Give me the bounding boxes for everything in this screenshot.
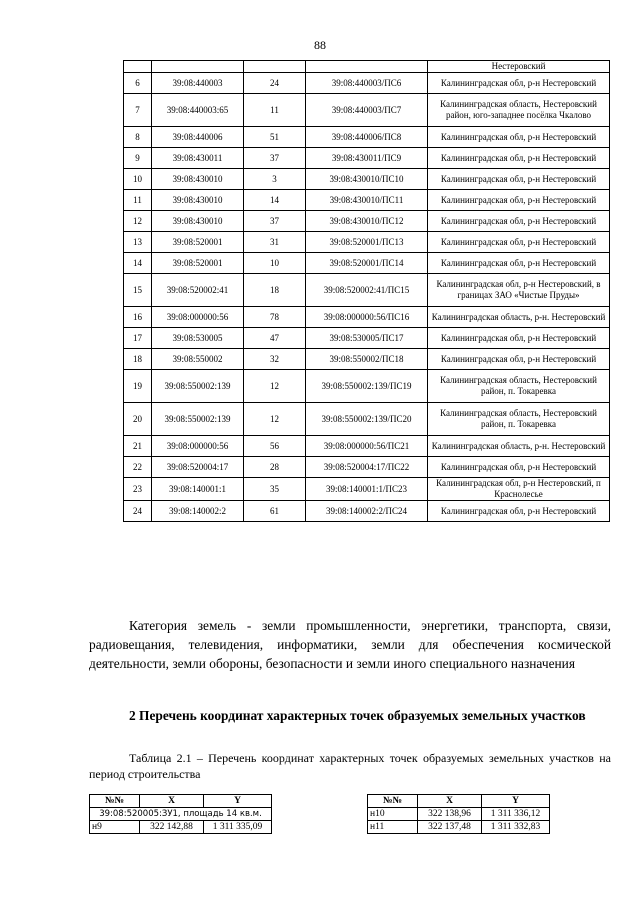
ps-number-cell: 39:08:530005/ПС17 [306,328,428,349]
points-count-cell: 56 [244,436,306,457]
table-row [124,253,610,274]
points-count-cell: 11 [244,94,306,127]
points-count-cell: 61 [244,501,306,522]
table-row [124,127,610,148]
cadastral-number-cell: 39:08:000000:56 [152,307,244,328]
cadastral-number-cell: 39:08:440003 [152,73,244,94]
row-number-cell: 11 [124,190,152,211]
points-count-cell: 24 [244,73,306,94]
address-cell: Калининградская область, р-н. Нестеровский [428,307,610,328]
table-row [124,349,610,370]
row-number-cell: 16 [124,307,152,328]
cadastral-number-cell: 39:08:140001:1 [152,478,244,501]
points-count-cell: 32 [244,349,306,370]
row-number-cell: 6 [124,73,152,94]
points-count-cell: 47 [244,328,306,349]
cadastral-number-cell: 39:08:520001 [152,232,244,253]
row-number-cell: 22 [124,457,152,478]
table-row [368,821,550,834]
row-number-cell: 10 [124,169,152,190]
ps-number-cell: 39:08:430010/ПС10 [306,169,428,190]
points-count-cell: 18 [244,274,306,307]
row-number-cell: 15 [124,274,152,307]
cadastral-number-cell: 39:08:550002:139 [152,403,244,436]
table-row [124,211,610,232]
address-cell: Калининградская обл, р-н Нестеровский [428,501,610,522]
ps-number-cell: 39:08:440003/ПС7 [306,94,428,127]
cadastral-number-cell: 39:08:430011 [152,148,244,169]
address-cell: Калининградская обл, р-н Нестеровский [428,169,610,190]
points-count-cell: 35 [244,478,306,501]
address-cell: Калининградская обл, р-н Нестеровский, в границах ЗАО «Чистые Пруды» [428,274,610,307]
points-count-cell: 31 [244,232,306,253]
plot-subheader-row [90,808,272,821]
header-y: Y [482,795,550,808]
address-cell: Калининградская обл, р-н Нестеровский [428,232,610,253]
points-count-cell: 37 [244,211,306,232]
header-x: X [140,795,204,808]
cadastral-number-cell: 39:08:530005 [152,328,244,349]
points-count-cell: 78 [244,307,306,328]
point-x: 322 137,48 [418,821,482,834]
table-row [124,148,610,169]
point-x: 322 138,96 [418,808,482,821]
ps-number-cell: 39:08:550002/ПС18 [306,349,428,370]
table-row [368,808,550,821]
ps-number-cell: 39:08:520001/ПС14 [306,253,428,274]
cadastral-number-cell: 39:08:000000:56 [152,436,244,457]
ps-number-cell: 39:08:140001:1/ПС23 [306,478,428,501]
cadastral-number-cell: 39:08:430010 [152,211,244,232]
land-plots-table [123,60,610,522]
cadastral-number-cell: 39:08:520004:17 [152,457,244,478]
address-cell: Калининградская обл, р-н Нестеровский [428,211,610,232]
address-cell: Калининградская обл, р-н Нестеровский [428,349,610,370]
row-number-cell: 19 [124,370,152,403]
table-row [124,403,610,436]
table-caption: Таблица 2.1 – Перечень координат характерных точек образуемых земельных участков на период строительства [89,751,611,781]
address-cell: Калининградская обл, р-н Нестеровский [428,328,610,349]
header-number: №№ [368,795,418,808]
address-cell: Калининградская область, Нестеровский район, п. Токаревка [428,370,610,403]
address-cell: Калининградская обл, р-н Нестеровский [428,253,610,274]
points-count-cell: 3 [244,169,306,190]
cadastral-number-cell: 39:08:440006 [152,127,244,148]
plot-subheader: 39:08:520005:ЗУ1, площадь 14 кв.м. [90,808,272,821]
table-row [124,370,610,403]
ps-number-cell: 39:08:550002:139/ПС20 [306,403,428,436]
address-cell: Калининградская обл, р-н Нестеровский, п Краснолесье [428,478,610,501]
header-number: №№ [90,795,140,808]
point-name: н9 [90,821,140,834]
table-row [124,73,610,94]
point-name: н11 [368,821,418,834]
table-row [124,478,610,501]
points-count-cell: 37 [244,148,306,169]
section-heading: 2 Перечень координат характерных точек образуемых земельных участков [129,708,586,723]
ps-number-cell: 39:08:430010/ПС12 [306,211,428,232]
cadastral-number-cell: 39:08:550002:139 [152,370,244,403]
row-number-cell: 8 [124,127,152,148]
table-row [90,821,272,834]
ps-number-cell: 39:08:430011/ПС9 [306,148,428,169]
row-number-cell: 9 [124,148,152,169]
address-cell: Нестеровский [428,61,610,73]
address-cell: Калининградская обл, р-н Нестеровский [428,127,610,148]
table-row [124,190,610,211]
ps-number-cell: 39:08:520001/ПС13 [306,232,428,253]
cadastral-number-cell: 39:08:430010 [152,169,244,190]
address-cell: Калининградская обл, р-н Нестеровский [428,457,610,478]
point-y: 1 311 336,12 [482,808,550,821]
point-x: 322 142,88 [140,821,204,834]
table-row [124,501,610,522]
cadastral-number-cell: 39:08:520001 [152,253,244,274]
page-number: 88 [314,38,326,52]
ps-number-cell: 39:08:440006/ПС8 [306,127,428,148]
ps-number-cell: 39:08:430010/ПС11 [306,190,428,211]
address-cell: Калининградская обл, р-н Нестеровский [428,73,610,94]
table-row [124,307,610,328]
ps-number-cell: 39:08:000000:56/ПС16 [306,307,428,328]
row-number-cell: 13 [124,232,152,253]
address-cell: Калининградская область, Нестеровский район, юго-западнее посёлка Чкалово [428,94,610,127]
row-number-cell: 12 [124,211,152,232]
address-cell: Калининградская область, р-н. Нестеровский [428,436,610,457]
row-number-cell: 7 [124,94,152,127]
row-number-cell: 21 [124,436,152,457]
table-row [124,436,610,457]
coordinates-table-right [367,794,550,834]
cadastral-number-cell: 39:08:440003:65 [152,94,244,127]
points-count-cell: 12 [244,403,306,436]
table-row [124,274,610,307]
cadastral-number-cell: 39:08:430010 [152,190,244,211]
header-y: Y [204,795,272,808]
address-cell: Калининградская область, Нестеровский район, п. Токаревка [428,403,610,436]
row-number-cell: 14 [124,253,152,274]
land-category-paragraph: Категория земель - земли промышленности, энергетики, транспорта, связи, радиовещания, телевидения, информатики, земли для обеспечения космической деятельности, земли обороны, безопасности и земли иного специального назначения [89,618,611,671]
table-header-row [90,795,272,808]
ps-number-cell: 39:08:140002:2/ПС24 [306,501,428,522]
row-number-cell: 18 [124,349,152,370]
address-cell: Калининградская обл, р-н Нестеровский [428,190,610,211]
coordinates-table-left [89,794,272,834]
table-row [124,169,610,190]
row-number-cell: 17 [124,328,152,349]
cadastral-number-cell: 39:08:550002 [152,349,244,370]
table-row-continuation [124,61,610,73]
header-x: X [418,795,482,808]
cadastral-number-cell: 39:08:140002:2 [152,501,244,522]
point-y: 1 311 335,09 [204,821,272,834]
ps-number-cell: 39:08:520004:17/ПС22 [306,457,428,478]
row-number-cell: 20 [124,403,152,436]
point-y: 1 311 332,83 [482,821,550,834]
table-row [124,328,610,349]
row-number-cell: 23 [124,478,152,501]
points-count-cell: 28 [244,457,306,478]
points-count-cell: 14 [244,190,306,211]
points-count-cell: 12 [244,370,306,403]
row-number-cell: 24 [124,501,152,522]
ps-number-cell: 39:08:000000:56/ПС21 [306,436,428,457]
ps-number-cell: 39:08:440003/ПС6 [306,73,428,94]
point-name: н10 [368,808,418,821]
table-row [124,457,610,478]
address-cell: Калининградская обл, р-н Нестеровский [428,148,610,169]
points-count-cell: 51 [244,127,306,148]
cadastral-number-cell: 39:08:520002:41 [152,274,244,307]
table-header-row [368,795,550,808]
points-count-cell: 10 [244,253,306,274]
ps-number-cell: 39:08:550002:139/ПС19 [306,370,428,403]
table-row [124,232,610,253]
table-row [124,94,610,127]
ps-number-cell: 39:08:520002:41/ПС15 [306,274,428,307]
